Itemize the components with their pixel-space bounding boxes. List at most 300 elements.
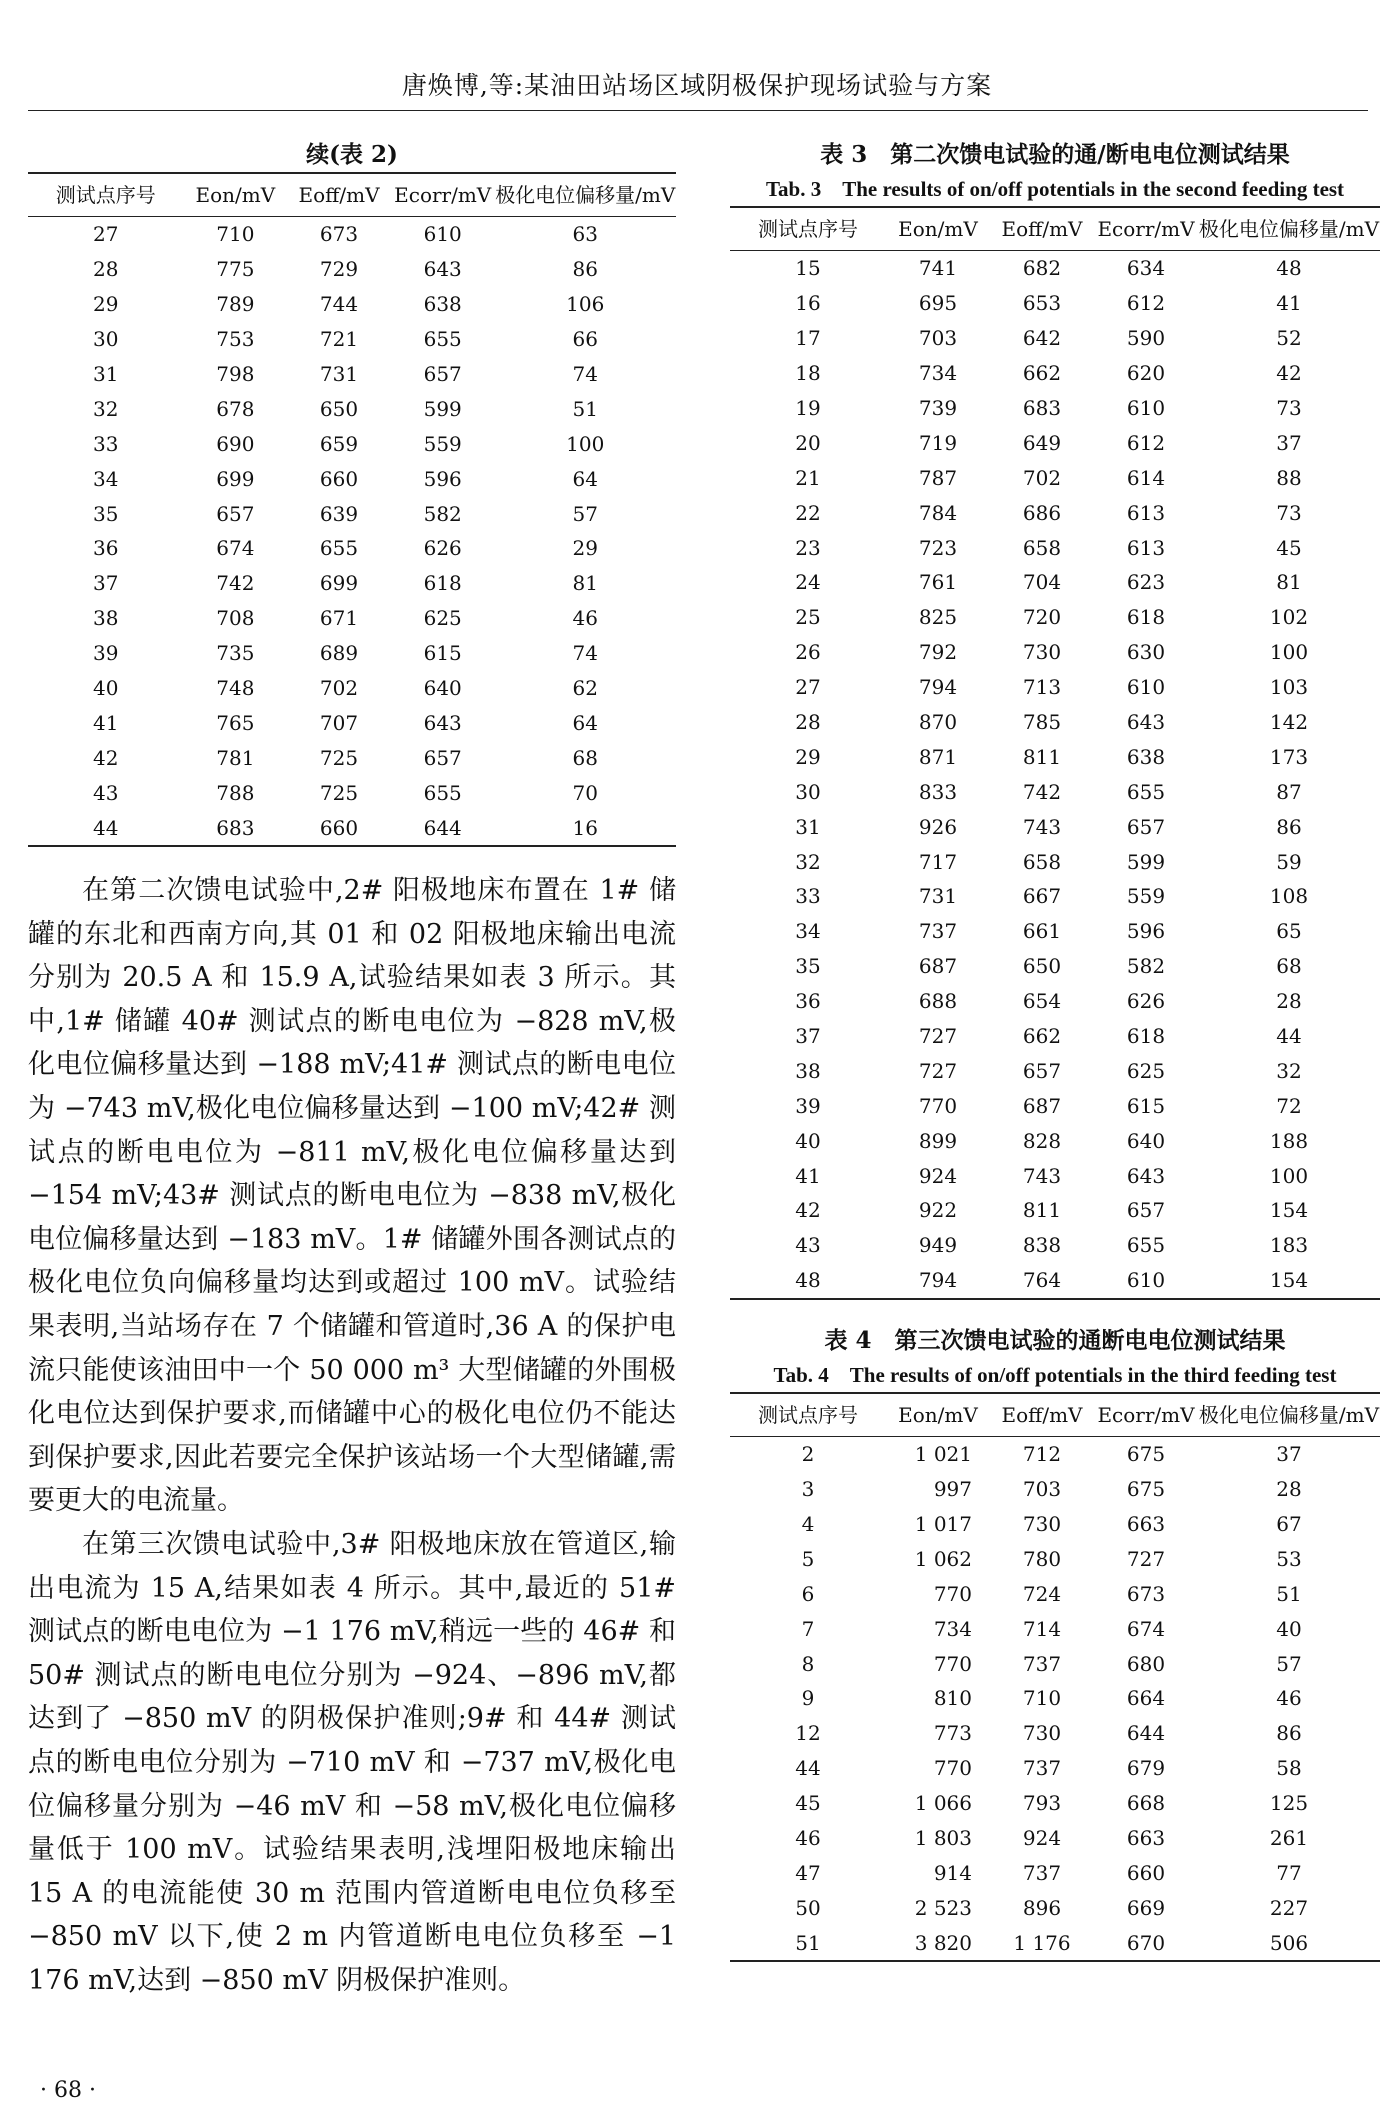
table-cell: 675 [1126,1442,1166,1467]
table-row [730,1158,1380,1193]
table-cell: 731 [319,362,359,386]
table-cell: 689 [319,641,359,666]
col-header: 测试点序号 [730,1393,886,1437]
table-row [730,809,1380,844]
table-cell: 710 [1022,1686,1062,1711]
table4-caption-cn: 表 4 第三次馈电试验的通断电电位测试结果 [824,1326,1286,1354]
table-cell: 21 [795,465,821,490]
table-cell: 40 [1276,1616,1302,1641]
table-row [730,739,1380,774]
table-row [730,1681,1380,1716]
table-cell: 7 [801,1616,815,1641]
table-cell: 596 [423,466,462,491]
table-cell: 625 [1126,1058,1166,1083]
table-cell: 48 [1276,256,1302,281]
table-cell: 683 [1022,396,1062,420]
table-row [730,1716,1380,1751]
table-cell: 770 [933,1581,972,1606]
table-row [730,1472,1380,1507]
table-cell: 612 [1126,291,1166,316]
table-cell: 72 [1276,1093,1302,1118]
table-cell: 660 [319,466,359,491]
table-cell: 657 [423,745,462,770]
table-cell: 871 [918,744,958,769]
table-cell: 48 [730,1263,886,1299]
table-cell: 670 [1094,1925,1198,1961]
table-cell: 702 [1022,465,1062,490]
table-cell: 773 [933,1721,972,1746]
table-cell: 727 [918,1058,958,1083]
table-cell: 25 [795,605,821,630]
table-cell: 704 [1022,570,1062,595]
table-cell: 618 [423,571,462,596]
table-cell: 41 [93,710,119,735]
table-cell: 31 [93,362,119,386]
table-cell: 2 523 [914,1895,972,1920]
table-row [730,495,1380,530]
table-cell: 714 [1022,1616,1062,1641]
table-cell: 731 [918,884,958,909]
table-cell: 612 [1126,430,1166,455]
table-body [730,1436,1380,1961]
table-cell: 744 [319,292,359,317]
table-cell: 26 [795,640,821,665]
table-cell: 727 [1126,1546,1166,1571]
table-cell: 655 [423,327,462,352]
table-cell: 720 [1022,605,1062,630]
table-cell: 12 [795,1721,821,1746]
table-cell: 29 [795,744,821,769]
table-cell: 30 [795,779,821,804]
table-cell: 926 [918,814,958,839]
body-text [28,869,676,2002]
table-cell: 798 [216,362,255,386]
table-cell: 792 [918,640,958,665]
col-header: Ecorr/mV [1094,207,1198,251]
table-cell: 713 [1022,675,1062,700]
table-cell: 1 066 [914,1791,972,1816]
table-row [730,1507,1380,1542]
table-cell: 678 [216,396,255,421]
table-cell: 626 [1126,989,1166,1014]
table-cell: 657 [1126,1198,1166,1223]
table-cell: 73 [1276,396,1302,420]
table4 [730,1392,1380,1962]
running-head: 唐焕博,等:某油田站场区域阴极保护现场试验与方案 [401,71,993,100]
table-cell: 721 [319,327,359,352]
table-cell: 657 [1022,1058,1062,1083]
table-cell: 707 [319,710,359,735]
table-cell: 949 [918,1233,958,1258]
table-cell: 63 [572,222,598,247]
table-cell: 658 [1022,849,1062,874]
table-cell: 687 [1022,1093,1062,1118]
table-cell: 38 [93,606,119,631]
table-cell: 33 [795,884,821,909]
table-cell: 630 [1126,640,1166,665]
table-cell: 789 [216,292,255,317]
table-row [730,391,1380,426]
table-cell: 702 [319,676,359,701]
table-cell: 610 [1126,396,1166,420]
table-cell: 613 [1126,535,1166,560]
table-cell: 687 [918,954,958,979]
table-row [730,1576,1380,1611]
table-cell: 770 [933,1651,972,1676]
table-cell: 618 [1126,605,1166,630]
table-cell: 640 [1126,1128,1166,1153]
table-cell: 667 [1022,884,1062,909]
table-cell: 559 [1126,884,1166,909]
table-cell: 45 [795,1791,821,1816]
table-cell: 106 [566,292,605,317]
table-row [28,601,676,636]
col-header: 测试点序号 [28,173,184,217]
table-row [730,879,1380,914]
table-cell: 742 [1022,779,1062,804]
col-header: Ecorr/mV [1094,1393,1198,1437]
table-cell: 45 [1276,535,1302,560]
table-cell: 53 [1276,1546,1302,1571]
table-cell: 37 [93,571,119,596]
table-cell: 4 [801,1511,815,1536]
table-cell: 42 [1276,361,1302,386]
table-cell: 70 [572,780,598,805]
table-cell: 66 [572,327,598,352]
table-cell: 51 [730,1925,886,1961]
table-cell: 20 [795,430,821,455]
table-cell: 62 [572,676,598,701]
table-cell: 730 [1022,1721,1062,1746]
table-cell: 35 [93,501,119,526]
table-cell: 655 [1126,779,1166,804]
table-cell: 643 [1126,710,1166,735]
table-cell: 674 [1126,1616,1166,1641]
table-cell: 37 [1276,1442,1302,1467]
table-row [730,600,1380,635]
table-cell: 9 [801,1686,815,1711]
table-row [730,1193,1380,1228]
table-cell: 5 [801,1546,815,1571]
table-cell: 734 [918,361,958,386]
table-cell: 103 [1269,675,1309,700]
table-body [28,217,676,847]
table-cell: 506 [1198,1925,1380,1961]
table-cell: 44 [795,1756,821,1781]
table-cell: 690 [216,431,255,456]
table-row [730,1053,1380,1088]
table-cell: 613 [1126,500,1166,525]
table-row [730,1855,1380,1890]
table-cell: 17 [795,326,821,351]
table-cell: 730 [1022,640,1062,665]
table-cell: 3 820 [886,1925,990,1961]
table-cell: 24 [795,570,821,595]
table-cell: 65 [1276,919,1302,944]
table-cell: 780 [1022,1546,1062,1571]
table-cell: 36 [93,536,119,561]
table-cell: 785 [1022,710,1062,735]
table-cell: 40 [795,1128,821,1153]
table-cell: 922 [918,1198,958,1223]
table-cell: 29 [572,536,598,561]
header-rule [28,110,1368,111]
table-cell: 59 [1276,849,1302,874]
col-header: Ecorr/mV [391,173,495,217]
table-cell: 833 [918,779,958,804]
table-cell: 19 [795,396,821,420]
table-cont-caption: 续(表 2) [306,141,398,168]
table-cell: 729 [319,257,359,282]
table-cell: 810 [933,1686,972,1711]
table-cell: 620 [1126,361,1166,386]
table-cell: 46 [1276,1686,1302,1711]
table-cell: 719 [918,430,958,455]
table-cell: 775 [216,257,255,282]
table-cell: 661 [1022,919,1062,944]
table-cell: 154 [1198,1263,1380,1299]
table-cell: 57 [572,501,598,526]
table-cell: 663 [1126,1511,1166,1536]
table-cell: 914 [933,1860,972,1885]
table-cell: 638 [423,292,462,317]
table-cell: 28 [1276,989,1302,1014]
table-cell: 725 [319,745,359,770]
table-cell: 717 [918,849,958,874]
table-cell: 52 [1276,326,1302,351]
table-cell: 27 [795,675,821,700]
table-cell: 695 [918,291,958,316]
table-cell: 1 021 [914,1442,972,1467]
col-header: Eoff/mV [990,207,1094,251]
table-row [730,321,1380,356]
table-cell: 653 [1022,291,1062,316]
table4-caption-en: Tab. 4 The results of on/off potentials in the third feeding test [773,1362,1337,1387]
table-cell: 703 [918,326,958,351]
table3-caption-cn: 表 3 第二次馈电试验的通/断电电位测试结果 [820,141,1290,168]
table-cell: 43 [795,1233,821,1258]
table-cell: 626 [423,536,462,561]
table-cell: 2 [801,1442,815,1467]
table-cell: 811 [1022,744,1062,769]
table-cell: 668 [1126,1791,1166,1816]
table-cell: 924 [918,1163,958,1188]
table-row [28,357,676,392]
table-cell: 74 [572,362,598,386]
table-cell: 870 [918,710,958,735]
table-cell: 47 [795,1860,821,1885]
table-cell: 23 [795,535,821,560]
table-cell: 88 [1276,465,1302,490]
table-cell: 680 [1126,1651,1166,1676]
table-row [730,460,1380,495]
table-cell: 34 [795,919,821,944]
col-header: Eon/mV [886,1393,990,1437]
table-cell: 8 [801,1651,815,1676]
table-cell: 44 [1276,1024,1302,1049]
table-row [28,671,676,706]
table-cell: 788 [216,780,255,805]
table-cell: 663 [1126,1825,1166,1850]
table-cell: 599 [1126,849,1166,874]
right-column [730,138,1380,1962]
table-row [730,1786,1380,1821]
left-column [28,138,676,2002]
table-cell: 825 [918,605,958,630]
table-cell: 649 [1022,430,1062,455]
table-row [730,1123,1380,1158]
table-cell: 734 [933,1616,972,1641]
table-row [730,286,1380,321]
table-cell: 6 [801,1581,815,1606]
table-row [730,530,1380,565]
table-cell: 42 [93,745,119,770]
table-row [730,1890,1380,1925]
table-cell: 735 [216,641,255,666]
table-cell: 50 [795,1895,821,1920]
table-cell: 644 [1126,1721,1166,1746]
table-cell: 657 [1126,814,1166,839]
table-cell: 699 [319,571,359,596]
table-row [730,356,1380,391]
table-cell: 662 [1022,361,1062,386]
table-cell: 660 [287,810,391,846]
table-row [28,566,676,601]
table-cell: 781 [216,745,255,770]
table-cell: 74 [572,641,598,666]
table-cell: 614 [1126,465,1166,490]
table-cell: 743 [1022,814,1062,839]
table-cell: 39 [93,641,119,666]
table-cell: 58 [1276,1756,1302,1781]
table-cell: 102 [1269,605,1309,630]
table-cell: 724 [1022,1581,1062,1606]
table-cell: 737 [1022,1651,1062,1676]
table-row [730,1019,1380,1054]
table-cell: 784 [918,500,958,525]
table-cell: 655 [1126,1233,1166,1258]
table-cell: 764 [990,1263,1094,1299]
table-row [28,322,676,357]
table-cell: 68 [572,745,598,770]
table-cell: 997 [933,1477,972,1502]
table-cell: 896 [1022,1895,1062,1920]
table-cell: 753 [216,327,255,352]
table-cell: 28 [93,257,119,282]
table-cell: 787 [918,465,958,490]
table-row [730,774,1380,809]
page-number: · 68 · [40,2078,96,2103]
table-row [730,984,1380,1019]
table-row [28,531,676,566]
table-row [28,287,676,322]
table-cell: 664 [1126,1686,1166,1711]
table-cell: 1 803 [914,1825,972,1850]
table-cell: 32 [93,396,119,421]
table-cell: 43 [93,780,119,805]
table-row [28,740,676,775]
table-cell: 739 [918,396,958,420]
table-cell: 27 [93,222,119,247]
table-cell: 51 [572,396,598,421]
table-cell: 643 [423,710,462,735]
table-cell: 610 [1094,1263,1198,1299]
table-cell: 770 [918,1093,958,1118]
table4-block [730,1324,1380,1962]
table-cell: 657 [216,501,255,526]
table-cell: 650 [319,396,359,421]
table-cell: 188 [1269,1128,1309,1153]
table-body [730,251,1380,1299]
table-row [730,705,1380,740]
table-cell: 710 [216,222,255,247]
table-cell: 658 [1022,535,1062,560]
table-row [28,496,676,531]
table-cell: 730 [1022,1511,1062,1536]
table-cell: 737 [1022,1860,1062,1885]
table-cell: 68 [1276,954,1302,979]
table-row [28,426,676,461]
table-row [28,775,676,810]
table-cell: 725 [319,780,359,805]
table-cell: 699 [216,466,255,491]
table-cell: 654 [1022,989,1062,1014]
table-row [730,914,1380,949]
table-cell: 743 [1022,1163,1062,1188]
table-cell: 748 [216,676,255,701]
table-cell: 77 [1276,1860,1302,1885]
table-cell: 51 [1276,1581,1302,1606]
table-cell: 32 [795,849,821,874]
table-cell: 22 [795,500,821,525]
table-cell: 712 [1022,1442,1062,1467]
table-cell: 1 062 [914,1546,972,1571]
table3-block [730,138,1380,1300]
table-cell: 39 [795,1093,821,1118]
table-cell: 625 [423,606,462,631]
table-cell: 41 [795,1163,821,1188]
table-row [28,217,676,252]
table-cell: 1 176 [990,1925,1094,1961]
table-cell: 64 [572,466,598,491]
table-cell: 688 [918,989,958,1014]
table-cell: 623 [1126,570,1166,595]
table-cell: 15 [795,256,821,281]
table-cell: 28 [795,710,821,735]
table-cell: 679 [1126,1756,1166,1781]
table-row [730,565,1380,600]
table-cell: 615 [1126,1093,1166,1118]
table-cell: 35 [795,954,821,979]
table-cell: 582 [423,501,462,526]
table-cell: 642 [1022,326,1062,351]
table-cell: 16 [795,291,821,316]
table-cell: 40 [93,676,119,701]
table-row [730,1541,1380,1576]
table-cell: 44 [28,810,184,846]
col-header: Eoff/mV [990,1393,1094,1437]
table-cell: 683 [184,810,288,846]
table-row [730,251,1380,286]
table-cell: 57 [1276,1651,1302,1676]
table-cell: 644 [391,810,495,846]
table-cell: 37 [795,1024,821,1049]
table-cell: 64 [572,710,598,735]
table-cell: 86 [1276,814,1302,839]
table-cell: 643 [1126,1163,1166,1188]
table-row [730,425,1380,460]
table-cell: 794 [886,1263,990,1299]
